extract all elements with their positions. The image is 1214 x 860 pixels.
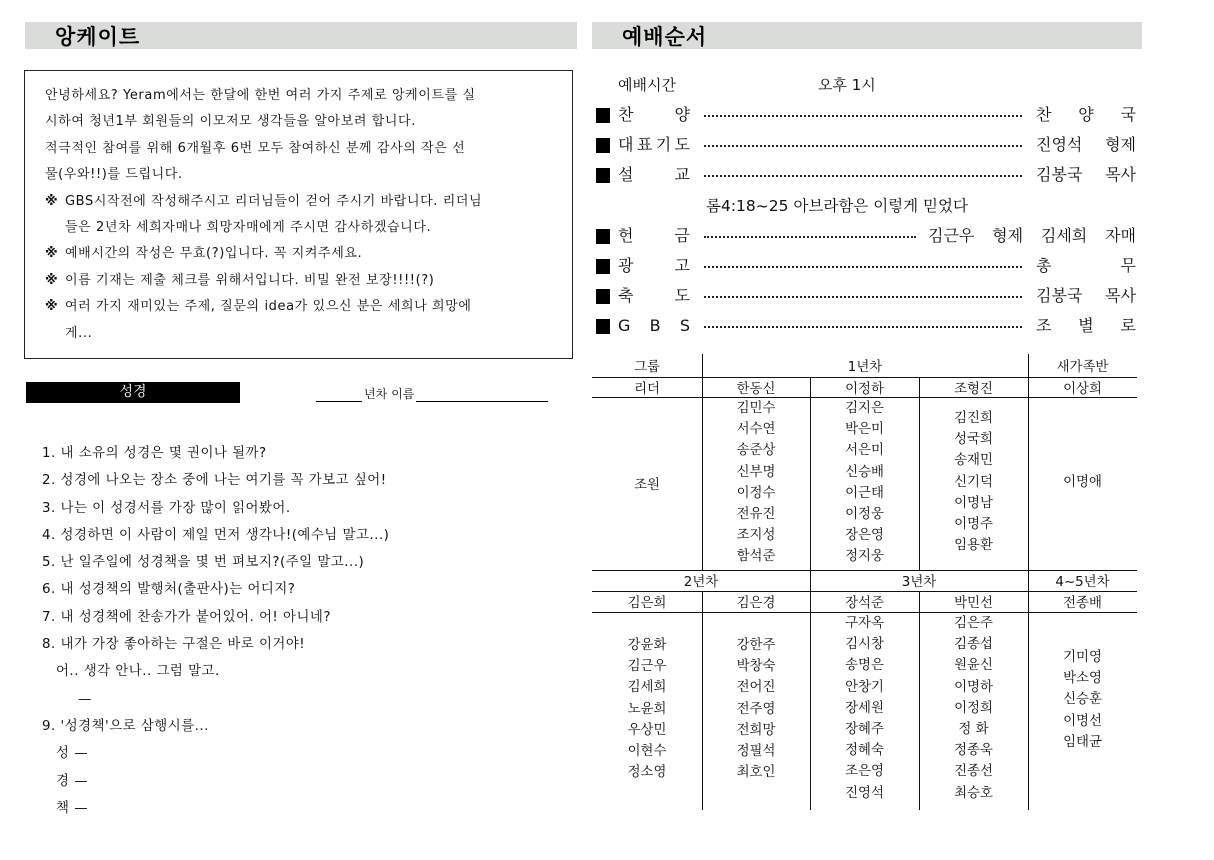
char: 축 — [618, 286, 634, 305]
leader-label: 리더 — [634, 382, 660, 397]
member-name: 이정웅 — [845, 507, 884, 523]
dotted-leader — [704, 266, 1022, 268]
char: 교 — [674, 165, 690, 184]
order-item-name — [618, 311, 690, 341]
year-label: 년차 — [364, 387, 388, 401]
char: 자매 — [1105, 226, 1136, 245]
dotted-leader — [704, 236, 916, 238]
char: 총 — [1036, 256, 1052, 275]
member-name: 조지성 — [736, 528, 776, 544]
char: 찬 — [1036, 105, 1052, 124]
member-name: 진종선 — [954, 764, 993, 780]
member-name: 박은미 — [845, 422, 884, 438]
member-name: 진영석 — [845, 785, 884, 801]
member-name: 송준상 — [736, 443, 776, 459]
acrostic-line: 책 — — [56, 800, 89, 816]
member-name: 이정수 — [736, 485, 776, 501]
order-item-sermon — [596, 160, 1136, 190]
char: 로 — [1120, 316, 1136, 335]
header-year2: 2년차 — [683, 575, 719, 590]
service-time-label: 예배시간 — [618, 76, 676, 94]
order-item-person — [1036, 130, 1136, 160]
member-name: 이정희 — [954, 700, 993, 716]
leader-name: 박민선 — [954, 596, 993, 611]
order-item-person — [928, 221, 1136, 251]
respondent-info-line — [316, 384, 548, 402]
intro-note — [45, 268, 556, 294]
char: 기 — [655, 135, 672, 154]
member-name: 이명애 — [1063, 475, 1102, 490]
order-item-person — [1036, 251, 1136, 281]
intro-note — [45, 294, 556, 320]
name-blank[interactable] — [416, 386, 548, 402]
member-name: 노윤희 — [627, 701, 667, 717]
member-name: 임용환 — [954, 538, 993, 554]
order-item-person — [1036, 281, 1136, 311]
member-list — [810, 398, 919, 568]
bullet-square-icon — [596, 138, 610, 153]
order-item-name — [618, 130, 690, 160]
member-name: 이명선 — [1063, 713, 1102, 729]
member-name: 함석준 — [736, 549, 776, 565]
header-year3: 3년차 — [901, 575, 937, 590]
answer-dash: — — [78, 691, 92, 707]
order-item-person — [1036, 100, 1136, 130]
char: S — [679, 316, 690, 335]
leader-name: 한동신 — [736, 382, 776, 397]
leader-name: 조형진 — [954, 382, 993, 397]
member-name: 전유진 — [736, 507, 776, 523]
note-text: GBS시작전에 작성해주시고 리더님들이 걷어 주시기 바랍니다. 리더님 — [65, 193, 483, 209]
question: 4. 성경하면 이 사람이 제일 먼저 생각나!(예수님 말고...) — [42, 527, 390, 543]
question-list — [42, 440, 562, 822]
acrostic-line: 성 — — [56, 746, 89, 762]
char: G — [618, 316, 631, 335]
bullet-square-icon — [596, 259, 610, 274]
order-item-person — [1036, 160, 1136, 190]
member-name: 장혜주 — [845, 722, 884, 738]
char: 김봉국 — [1036, 286, 1083, 305]
member-name: 최호인 — [736, 765, 776, 781]
member-list — [919, 408, 1028, 556]
member-name: 송명은 — [845, 658, 884, 674]
member-name: 정소영 — [627, 765, 667, 781]
char: 도 — [674, 135, 690, 154]
dotted-leader — [704, 296, 1022, 298]
member-name: 전주영 — [736, 701, 776, 717]
char: 형제 — [1105, 135, 1136, 154]
char: 헌 — [618, 226, 634, 245]
reference-mark-icon: ※ — [45, 299, 59, 315]
order-item-name — [618, 221, 690, 251]
member-name: 김시창 — [845, 637, 884, 653]
dotted-leader — [704, 145, 1022, 147]
member-name: 이근태 — [845, 485, 884, 501]
order-item-person — [1036, 311, 1136, 341]
member-name: 서수연 — [736, 422, 776, 438]
member-name: 정혜숙 — [845, 743, 884, 759]
dotted-leader — [704, 326, 1022, 328]
question: 5. 난 일주일에 성경책을 몇 번 펴보지?(주일 말고...) — [42, 555, 365, 571]
order-item-name — [618, 160, 690, 190]
note-text: 예배시간의 작성은 무효(?)입니다. 꼭 지켜주세요. — [65, 246, 363, 262]
survey-intro-box — [24, 70, 573, 359]
member-name: 이명하 — [954, 679, 993, 695]
group-table — [592, 354, 1137, 810]
char: 목사 — [1105, 165, 1136, 184]
leader-name: 이정하 — [845, 382, 884, 397]
intro-line: 물(우와!!)를 드립니다. — [45, 167, 183, 183]
char: 도 — [674, 286, 690, 305]
char: 목사 — [1105, 286, 1136, 305]
acrostic-line: 경 — — [56, 773, 89, 789]
intro-line: 적극적인 참여를 위해 6개월후 6번 모두 참여하신 분께 감사의 작은 선 — [45, 140, 466, 156]
question: 2. 성경에 나오는 장소 중에 나는 여기를 꼭 가보고 싶어! — [42, 473, 387, 489]
member-name: 조은영 — [845, 764, 884, 780]
intro-note — [45, 189, 556, 215]
leader-name: 김은경 — [736, 596, 776, 611]
year-blank[interactable] — [316, 386, 362, 402]
note-text: 이름 기재는 제출 체크를 위해서입니다. 비밀 완전 보장!!!!(?) — [65, 272, 435, 288]
order-item-name — [618, 251, 690, 281]
member-name: 신승배 — [845, 464, 884, 480]
question: 1. 내 소유의 성경은 몇 권이나 될까? — [42, 446, 267, 461]
char: 양 — [674, 105, 690, 124]
note-text: 게... — [65, 325, 93, 341]
member-name: 장세원 — [845, 700, 884, 716]
char: 형제 — [992, 226, 1024, 245]
member-name: 박소영 — [1063, 671, 1102, 687]
intro-line: 시하여 청년1부 회원들의 이모저모 생각들을 알아보려 합니다. — [45, 114, 416, 130]
member-list — [1028, 472, 1137, 493]
bullet-square-icon — [596, 168, 610, 183]
bible-section-title: 성경 — [26, 382, 240, 403]
member-name: 신승훈 — [1063, 692, 1102, 708]
char: 찬 — [618, 105, 634, 124]
service-time-value: 오후 1시 — [818, 76, 876, 94]
member-name: 우상민 — [627, 722, 667, 738]
member-name: 강윤화 — [627, 638, 667, 653]
header-new-family: 새가족반 — [1056, 360, 1109, 375]
leader-name: 장석준 — [845, 596, 884, 611]
member-name: 정필석 — [736, 744, 776, 760]
dotted-leader — [704, 115, 1022, 117]
member-name: 정 화 — [958, 722, 989, 738]
member-list — [702, 398, 810, 568]
member-name: 성국희 — [954, 432, 993, 448]
member-name: 이명남 — [954, 495, 993, 511]
member-name: 기미영 — [1063, 650, 1102, 665]
question: 7. 내 성경책에 찬송가가 붙어있어. 어! 아니네? — [42, 609, 331, 625]
char: 대 — [618, 135, 634, 154]
bullet-square-icon — [596, 289, 610, 304]
question: 9. '성경책'으로 삼행시를... — [42, 718, 209, 734]
bullet-square-icon — [596, 229, 610, 244]
order-item-name — [618, 281, 690, 311]
member-name: 김민수 — [736, 401, 776, 416]
char: 고 — [674, 256, 690, 275]
char: 양 — [1078, 105, 1094, 124]
bullet-square-icon — [596, 108, 610, 123]
member-list — [919, 613, 1028, 804]
header-group: 그룹 — [634, 360, 660, 375]
char: B — [649, 316, 661, 335]
dotted-leader — [704, 175, 1022, 177]
question-subtext: 어.. 생각 안나.. 그럼 말고. — [56, 664, 220, 680]
survey-title: 앙케이트 — [25, 22, 577, 49]
member-name: 안창기 — [845, 679, 884, 695]
char: 표 — [636, 135, 653, 154]
worship-order-title: 예배순서 — [592, 22, 1142, 49]
order-item-offering — [596, 221, 1136, 251]
order-item-benediction — [596, 281, 1136, 311]
member-name: 최승호 — [954, 785, 993, 801]
char: 진영석 — [1036, 135, 1083, 154]
member-name: 김근우 — [627, 659, 667, 675]
members-label: 조원 — [634, 478, 660, 493]
order-item-announcements — [596, 251, 1136, 281]
member-name: 장은영 — [845, 528, 884, 544]
char: 별 — [1078, 316, 1094, 335]
note-text: 여러 가지 재미있는 주제, 질문의 idea가 있으신 분은 세희나 희망에 — [65, 299, 472, 315]
member-list — [1028, 647, 1137, 753]
member-name: 신기덕 — [954, 474, 993, 490]
leader-name: 이상희 — [1063, 382, 1102, 397]
member-name: 김은주 — [954, 616, 993, 631]
member-name: 서은미 — [845, 443, 884, 459]
member-list — [810, 613, 919, 804]
char: 무 — [1120, 256, 1136, 275]
member-name: 김세희 — [627, 680, 667, 696]
order-item-gbs — [596, 311, 1136, 341]
member-name: 송재민 — [954, 453, 993, 469]
leader-name: 김은희 — [627, 596, 667, 611]
bullet-square-icon — [596, 319, 610, 334]
member-name: 전어진 — [736, 680, 776, 696]
char: 금 — [674, 226, 690, 245]
member-name: 김진희 — [954, 411, 993, 426]
order-item-prayer — [596, 130, 1136, 160]
char: 광 — [618, 256, 634, 275]
question: 8. 내가 가장 좋아하는 구절은 바로 이거야! — [42, 637, 306, 653]
member-list — [702, 635, 810, 783]
intro-line: 안녕하세요? Yeram에서는 한달에 한번 여러 가지 주제로 앙케이트를 실 — [45, 88, 476, 103]
header-year45: 4~5년차 — [1055, 575, 1110, 590]
reference-mark-icon: ※ — [45, 193, 59, 209]
char: 김봉국 — [1036, 165, 1083, 184]
member-list — [592, 635, 702, 783]
member-name: 박창숙 — [736, 659, 776, 675]
member-name: 김지은 — [845, 401, 884, 416]
header-year1: 1년차 — [847, 360, 883, 375]
member-name: 정지웅 — [845, 549, 884, 565]
member-name: 구자옥 — [845, 616, 884, 631]
char: 조 — [1036, 316, 1052, 335]
leader-name: 전종배 — [1063, 596, 1102, 611]
name-label: 이름 — [391, 387, 415, 401]
member-name: 정종욱 — [954, 743, 993, 759]
reference-mark-icon: ※ — [45, 272, 59, 288]
intro-note — [45, 241, 556, 267]
member-name: 이명주 — [954, 517, 993, 533]
char: 김세희 — [1040, 226, 1088, 245]
order-item-praise — [596, 100, 1136, 130]
member-name: 전희망 — [736, 722, 776, 738]
question: 6. 내 성경책의 발행처(출판사)는 어디지? — [42, 582, 296, 598]
char: 국 — [1120, 105, 1136, 124]
char: 김근우 — [928, 226, 975, 245]
member-name: 임태균 — [1063, 734, 1102, 750]
note-text: 들은 2년차 세희자매나 희망자매에게 주시면 감사하겠습니다. — [65, 219, 432, 235]
member-name: 이현수 — [627, 744, 667, 760]
char: 설 — [618, 165, 634, 184]
member-name: 강한주 — [736, 638, 776, 653]
reference-mark-icon: ※ — [45, 246, 59, 262]
order-item-name — [618, 100, 690, 130]
question: 3. 나는 이 성경서를 가장 많이 읽어봤어. — [42, 500, 291, 516]
member-name: 김종섭 — [954, 637, 993, 653]
sermon-scripture-title: 롬4:18~25 아브라함은 이렇게 믿었다 — [706, 197, 968, 215]
member-name: 원윤신 — [954, 658, 993, 674]
member-name: 신부명 — [736, 464, 776, 480]
